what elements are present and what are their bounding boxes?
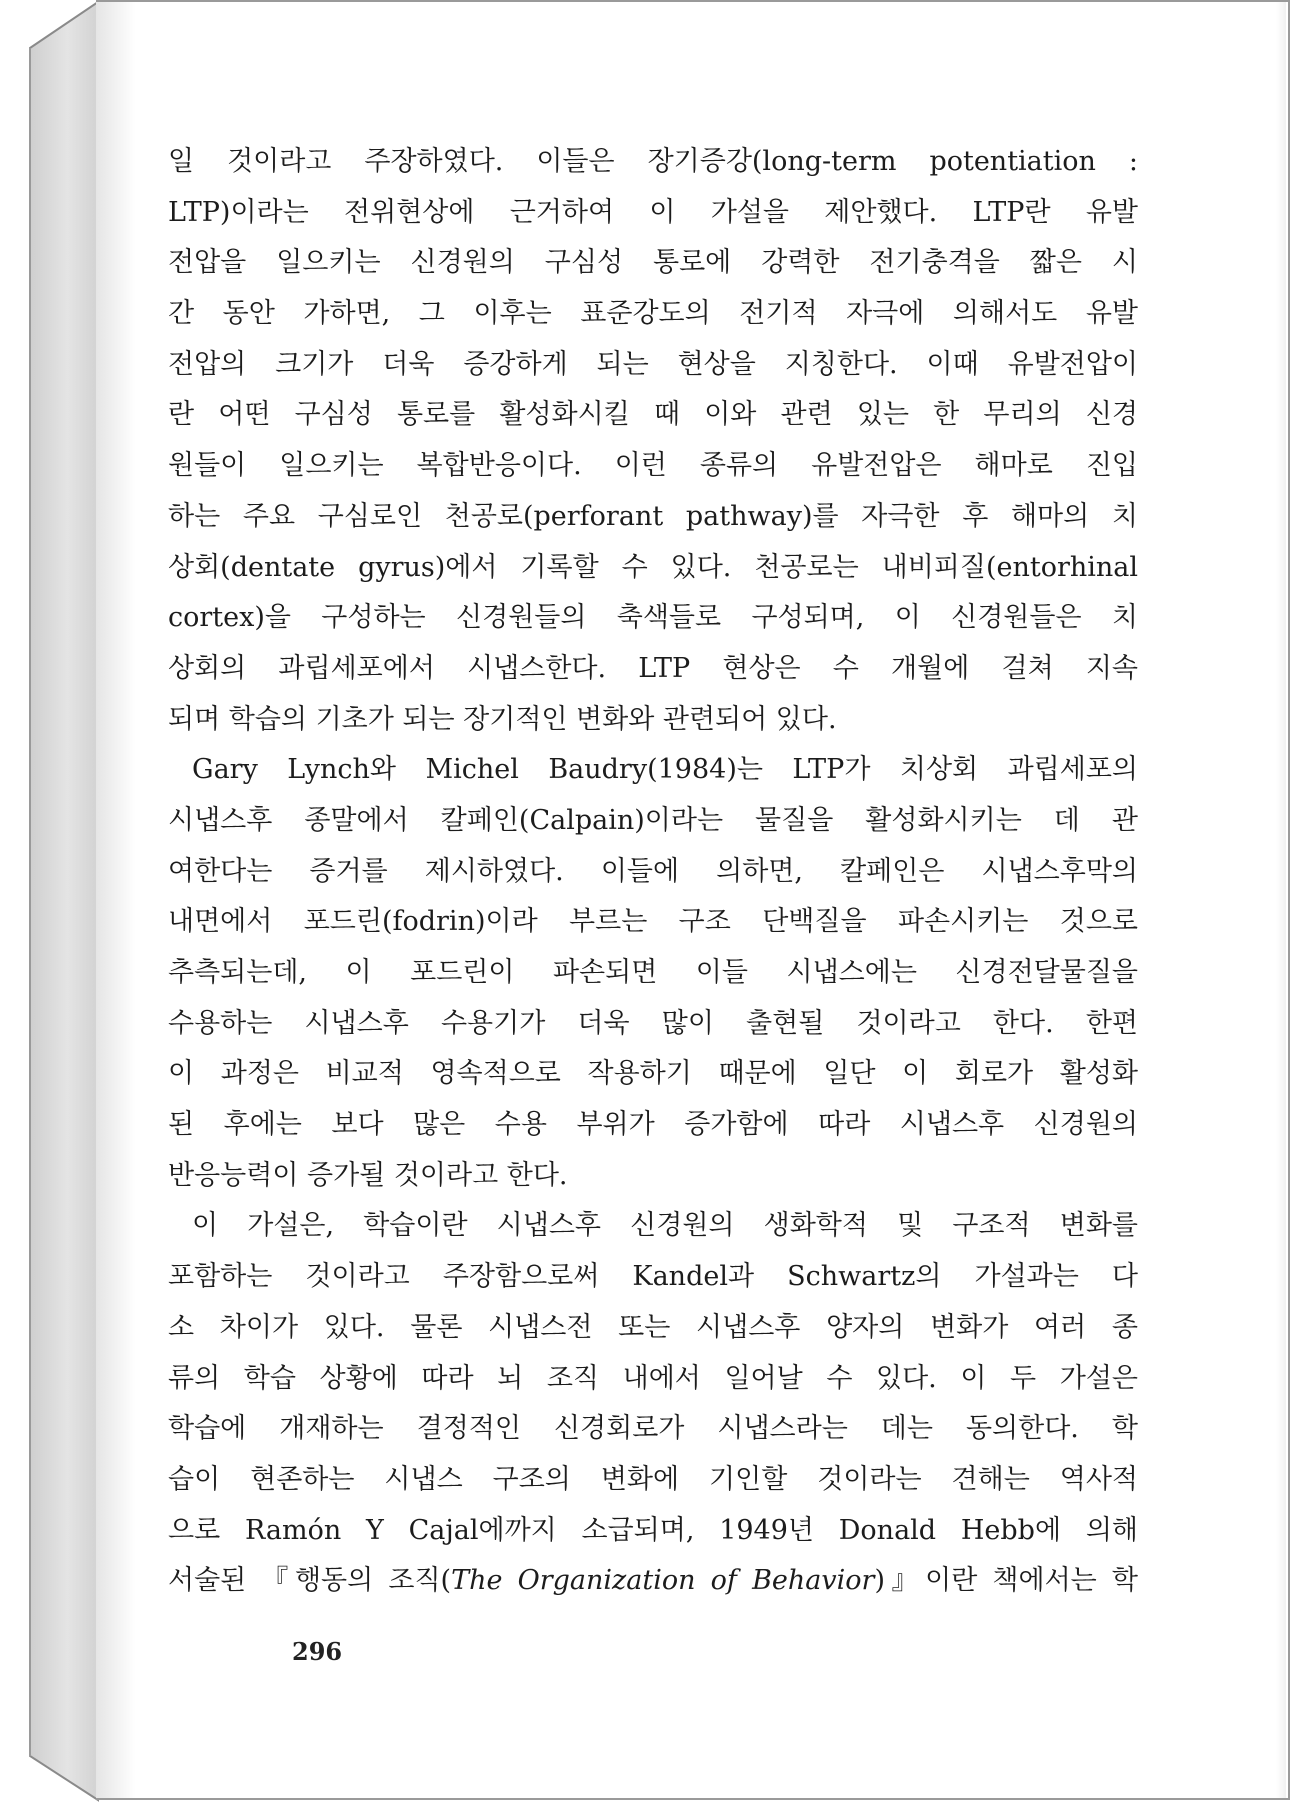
text-line: 소 차이가 있다. 물론 시냅스전 또는 시냅스후 양자의 변화가 여러 종	[168, 1311, 1138, 1343]
text-line: 되며 학습의 기초가 되는 장기적인 변화와 관련되어 있다.	[168, 703, 837, 735]
text-line: 으로 Ramón Y Cajal에까지 소급되며, 1949년 Donald Hebb에 의해	[168, 1514, 1138, 1546]
text-line: 하는 주요 구심로인 천공로(perforant pathway)를 자극한 후 해마의 치	[168, 500, 1138, 532]
text-line: 원들이 일으키는 복합반응이다. 이런 종류의 유발전압은 해마로 진입	[168, 450, 1138, 482]
text-line: 일 것이라고 주장하였다. 이들은 장기증강(long-term potentiation :	[168, 146, 1138, 177]
text-line: 전압의 크기가 더욱 증강하게 되는 현상을 지칭한다. 이때 유발전압이	[168, 348, 1138, 380]
text-line: 전압을 일으키는 신경원의 구심성 통로에 강력한 전기충격을 짧은 시	[168, 247, 1138, 279]
text-line: 상회(dentate gyrus)에서 기록할 수 있다. 천공로는 내비피질(entorhinal	[168, 551, 1138, 583]
book-spine	[0, 0, 100, 1806]
text-line: 반응능력이 증가될 것이라고 한다.	[168, 1159, 568, 1191]
text-line: 여한다는 증거를 제시하였다. 이들에 의하면, 칼페인은 시냅스후막의	[168, 855, 1138, 887]
text-line: 수용하는 시냅스후 수용기가 더욱 많이 출현될 것이라고 한다. 한편	[168, 1007, 1138, 1039]
text-line: 이 과정은 비교적 영속적으로 작용하기 때문에 일단 이 회로가 활성화	[168, 1058, 1138, 1090]
text-line: LTP)이라는 전위현상에 근거하여 이 가설을 제안했다. LTP란 유발	[168, 196, 1138, 228]
text-line: 학습에 개재하는 결정적인 신경회로가 시냅스라는 데는 동의한다. 학	[168, 1413, 1138, 1445]
text-line: 습이 현존하는 시냅스 구조의 변화에 기인할 것이라는 견해는 역사적	[168, 1463, 1138, 1495]
text-line: Gary Lynch와 Michel Baudry(1984)는 LTP가 치상회 과립세포의	[192, 754, 1138, 786]
text-line: 시냅스후 종말에서 칼페인(Calpain)이라는 물질을 활성화시키는 데 관	[168, 804, 1138, 836]
body-text	[168, 137, 1138, 1607]
page-number: 296	[292, 1637, 343, 1666]
text-line: 추측되는데, 이 포드린이 파손되면 이들 시냅스에는 신경전달물질을	[168, 957, 1138, 988]
page-gutter-shadow	[96, 2, 136, 1798]
text-line: 상회의 과립세포에서 시냅스한다. LTP 현상은 수 개월에 걸쳐 지속	[168, 652, 1138, 684]
text-line: cortex)을 구성하는 신경원들의 축색들로 구성되며, 이 신경원들은 치	[168, 602, 1138, 634]
text-line: 류의 학습 상황에 따라 뇌 조직 내에서 일어날 수 있다. 이 두 가설은	[168, 1362, 1138, 1394]
page-edge-shadow	[1276, 2, 1286, 1798]
text-line: 간 동안 가하면, 그 이후는 표준강도의 전기적 자극에 의해서도 유발	[168, 298, 1138, 330]
text-line: 서술된 『행동의 조직(The Organization of Behavior)』이란 책에서는 학	[168, 1565, 1138, 1597]
text-line: 내면에서 포드린(fodrin)이라 부르는 구조 단백질을 파손시키는 것으로	[168, 906, 1138, 938]
text-line: 포함하는 것이라고 주장함으로써 Kandel과 Schwartz의 가설과는 다	[168, 1261, 1138, 1293]
book-title-italic: The Organization of Behavior	[451, 1565, 875, 1597]
text-line: 이 가설은, 학습이란 시냅스후 신경원의 생화학적 및 구조적 변화를	[192, 1210, 1138, 1242]
text-line: 된 후에는 보다 많은 수용 부위가 증가함에 따라 시냅스후 신경원의	[168, 1109, 1138, 1141]
text-line: 란 어떤 구심성 통로를 활성화시킬 때 이와 관련 있는 한 무리의 신경	[168, 399, 1138, 431]
